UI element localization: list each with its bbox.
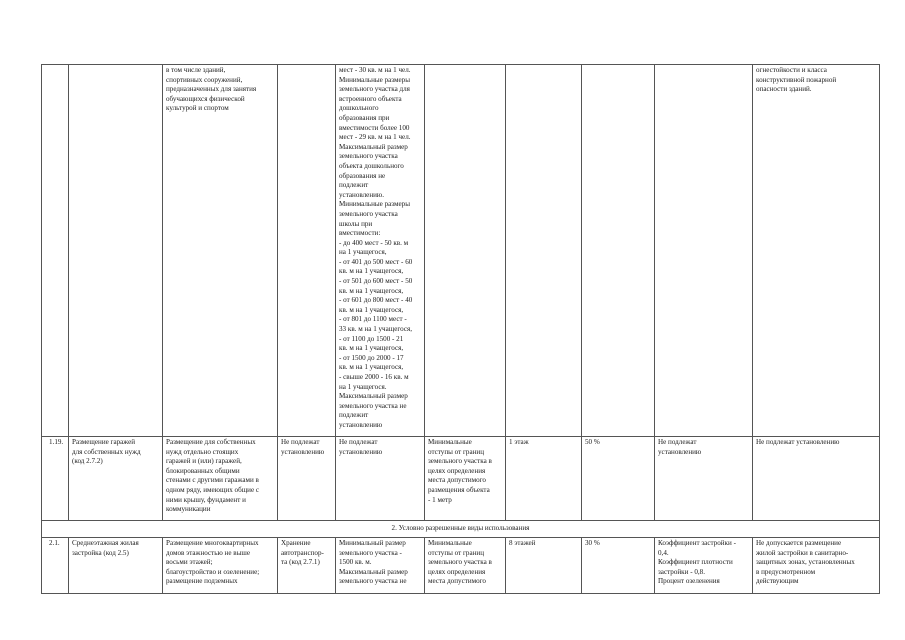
cell-coverage — [582, 437, 655, 521]
use-name-text: Размещение гаражей для собственных нужд (код 2.7.2) — [72, 438, 141, 466]
use-name-text: Среднеэтажная жилая застройка (код 2.5) — [72, 539, 139, 557]
cell-density — [655, 65, 753, 437]
plot-size-text: Не подлежат установлению — [339, 438, 383, 456]
cell-setbacks — [425, 65, 506, 437]
cell-restrictions — [753, 437, 880, 521]
cell-number — [42, 437, 69, 521]
restrictions-text: огнестойкости и класса конструктивной пожарной опасности зданий. — [756, 66, 837, 94]
plot-size-text: мест - 30 кв. м на 1 чел. Минимальные размеры земельного участка для встроенного объекта дошкольного образования при вместимости более 100 мест - 29 кв. м на 1 чел. Максимальный размер земельного участка объекта дошкольного образования не подлежит установлению. Минимальные размеры земельного участка школы при вместимости: - до 400 мест - 50 кв. м на 1 учащегося, - от 401 до 500 мест - 60 кв. м на 1 учащегося, - от 501 до 600 мест - 50 кв. м на 1 учащегося, - от 601 до 800 мест - 40 кв. м на 1 учащегося, - от 801 до 1100 мест - 33 кв. м на 1 учащегося, - от 1100 до 1500 - 21 кв. м на 1 учащегося, - от 1500 до 2000 - 17 кв. м на 1 учащегося, - свыше 2000 - 16 кв. м на 1 учащегося. Максимальный размер земельного участка не подлежит установлению — [339, 66, 413, 429]
use-description-text: в том числе зданий, спортивных сооружений, предназначенных для занятия обучающихся физической культурой и спортом — [166, 66, 257, 113]
section-title-cell — [42, 521, 880, 538]
cell-setbacks — [425, 437, 506, 521]
density-text: Коэффициент застройки - 0,4. Коэффициент плотности застройки - 0,8. Процент озеленения — [658, 539, 736, 586]
cell-floors — [506, 65, 582, 437]
cell-use-name — [69, 437, 163, 521]
cell-floors — [506, 538, 582, 594]
cell-use-name — [69, 538, 163, 594]
zoning-regulations-table — [41, 64, 880, 594]
cell-use-name — [69, 65, 163, 437]
cell-number — [42, 538, 69, 594]
cell-use-description — [163, 437, 278, 521]
cell-density — [655, 538, 753, 594]
cell-use-description — [163, 65, 278, 437]
coverage-text: 50 % — [585, 438, 600, 446]
density-text: Не подлежат установлению — [658, 438, 702, 456]
cell-auxiliary-use — [278, 538, 336, 594]
restrictions-text: Не допускается размещение жилой застройки в санитарно- защитных зонах, установленных в предусмотренном действующим — [756, 539, 855, 586]
setbacks-text: Минимальные отступы от границ земельного участка в целях определения места допустимого размещения объекта - 1 метр — [428, 438, 492, 504]
coverage-text: 30 % — [585, 539, 600, 547]
floors-text: 1 этаж — [509, 438, 529, 446]
cell-restrictions — [753, 538, 880, 594]
section-title: 2. Условно разрешенные виды использования — [391, 524, 530, 532]
row-number: 1.19. — [49, 438, 64, 446]
table-row-continued — [42, 65, 880, 437]
auxiliary-use-text: Хранение автотранспор- та (код 2.7.1) — [281, 539, 324, 567]
cell-use-description — [163, 538, 278, 594]
table-row-2-1 — [42, 538, 880, 594]
row-number: 2.1. — [49, 539, 60, 547]
plot-size-text: Минимальный размер земельного участка - 1500 кв. м. Максимальный размер земельного участка не — [339, 539, 408, 586]
cell-restrictions — [753, 65, 880, 437]
cell-plot-size — [336, 437, 425, 521]
table-row-1-19 — [42, 437, 880, 521]
cell-plot-size — [336, 65, 425, 437]
restrictions-text: Не подлежат установлению — [756, 438, 840, 446]
use-description-text: Размещение для собственных нужд отдельно стоящих гаражей и (или) гаражей, блокированных общими стенами с другими гаражами в одном ряду, имеющих общие с ними крышу, фундамент и коммуникации — [166, 438, 260, 514]
auxiliary-use-text: Не подлежат установлению — [281, 438, 325, 456]
floors-text: 8 этажей — [509, 539, 536, 547]
cell-coverage — [582, 65, 655, 437]
use-description-text: Размещение многоквартирных домов этажностью не выше восьми этажей; благоустройство и озеленение; размещение подземных — [166, 539, 260, 586]
setbacks-text: Минимальные отступы от границ земельного участка в целях определения места допустимого — [428, 539, 492, 586]
cell-number — [42, 65, 69, 437]
cell-floors — [506, 437, 582, 521]
cell-density — [655, 437, 753, 521]
cell-auxiliary-use — [278, 437, 336, 521]
cell-setbacks — [425, 538, 506, 594]
cell-plot-size — [336, 538, 425, 594]
cell-coverage — [582, 538, 655, 594]
section-header-row — [42, 521, 880, 538]
cell-auxiliary-use — [278, 65, 336, 437]
